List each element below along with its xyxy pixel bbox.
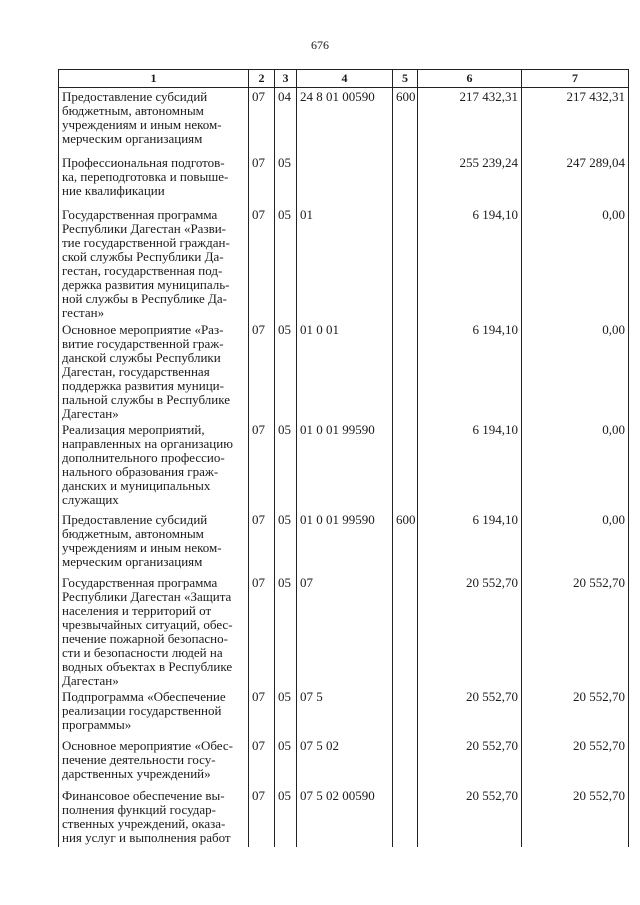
row-amount-2: 20 552,70 <box>522 787 629 847</box>
row-section: 07 <box>249 511 275 574</box>
row-section: 07 <box>249 154 275 206</box>
row-name: Основное мероприятие «Обес- печение деятельности госу- дарственных учреждений» <box>59 737 249 787</box>
row-name: Государственная программа Республики Дагестан «Разви- тие государственной граждан- ской службы Республики Да- гестан, государственная под- держка развития муниципаль- ной службы в Республике Да- гестан» <box>59 206 249 321</box>
table-row <box>59 421 629 511</box>
row-subsection: 05 <box>275 737 297 787</box>
table-row <box>59 88 629 155</box>
row-subsection: 05 <box>275 421 297 511</box>
row-section: 07 <box>249 321 275 421</box>
row-target-code <box>297 154 393 206</box>
row-amount-1: 20 552,70 <box>418 574 522 688</box>
row-amount-1: 20 552,70 <box>418 787 522 847</box>
row-expense-type <box>393 574 418 688</box>
row-amount-2: 217 432,31 <box>522 88 629 155</box>
table-row <box>59 688 629 737</box>
row-target-code: 01 0 01 <box>297 321 393 421</box>
row-expense-type <box>393 787 418 847</box>
row-target-code: 07 5 02 <box>297 737 393 787</box>
header-col-1: 1 <box>59 70 249 88</box>
table-row <box>59 787 629 847</box>
table-row <box>59 511 629 574</box>
row-subsection: 05 <box>275 154 297 206</box>
row-amount-2: 20 552,70 <box>522 574 629 688</box>
row-section: 07 <box>249 206 275 321</box>
page-number: 676 <box>311 38 329 52</box>
row-subsection: 05 <box>275 206 297 321</box>
header-col-7: 7 <box>522 70 629 88</box>
row-section: 07 <box>249 737 275 787</box>
table-row <box>59 737 629 787</box>
table-row <box>59 206 629 321</box>
row-expense-type: 600 <box>393 511 418 574</box>
row-target-code: 07 <box>297 574 393 688</box>
row-section: 07 <box>249 688 275 737</box>
row-subsection: 05 <box>275 787 297 847</box>
row-target-code: 01 0 01 99590 <box>297 511 393 574</box>
row-section: 07 <box>249 88 275 155</box>
row-expense-type <box>393 737 418 787</box>
row-section: 07 <box>249 421 275 511</box>
header-col-6: 6 <box>418 70 522 88</box>
row-amount-2: 20 552,70 <box>522 688 629 737</box>
row-target-code: 07 5 02 00590 <box>297 787 393 847</box>
row-target-code: 01 0 01 99590 <box>297 421 393 511</box>
header-col-4: 4 <box>297 70 393 88</box>
table-row <box>59 154 629 206</box>
header-col-2: 2 <box>249 70 275 88</box>
row-subsection: 05 <box>275 321 297 421</box>
row-expense-type <box>393 688 418 737</box>
row-amount-1: 20 552,70 <box>418 688 522 737</box>
row-amount-2: 0,00 <box>522 206 629 321</box>
row-subsection: 05 <box>275 688 297 737</box>
row-name: Государственная программа Республики Дагестан «Защита населения и территорий от чрезвычайных ситуаций, обес- печение пожарной безопасно- сти и безопасности людей на водных объектах в Республике Дагестан» <box>59 574 249 688</box>
row-name: Реализация мероприятий, направленных на организацию дополнительного профессио- нального образования граж- данских и муниципальных служащих <box>59 421 249 511</box>
row-amount-2: 247 289,04 <box>522 154 629 206</box>
table-header-row <box>59 70 629 88</box>
budget-table <box>58 69 629 847</box>
row-amount-2: 0,00 <box>522 321 629 421</box>
row-amount-1: 6 194,10 <box>418 511 522 574</box>
row-amount-1: 6 194,10 <box>418 206 522 321</box>
row-expense-type <box>393 421 418 511</box>
row-expense-type <box>393 206 418 321</box>
row-name: Основное мероприятие «Раз- витие государственной граж- данской службы Республики Дагестан, государственная поддержка развития муници- пальной службы в Республике Дагестан» <box>59 321 249 421</box>
row-name: Финансовое обеспечение вы- полнения функций государ- ственных учреждений, оказа- ния услуг и выполнения работ <box>59 787 249 847</box>
row-target-code: 01 <box>297 206 393 321</box>
row-name: Подпрограмма «Обеспечение реализации государственной программы» <box>59 688 249 737</box>
row-amount-1: 6 194,10 <box>418 321 522 421</box>
row-amount-1: 6 194,10 <box>418 421 522 511</box>
row-amount-2: 0,00 <box>522 421 629 511</box>
row-subsection: 05 <box>275 511 297 574</box>
row-name: Предоставление субсидий бюджетным, автономным учреждениям и иным неком- мерческим организациям <box>59 511 249 574</box>
row-target-code: 24 8 01 00590 <box>297 88 393 155</box>
row-expense-type: 600 <box>393 88 418 155</box>
table-row <box>59 321 629 421</box>
row-target-code: 07 5 <box>297 688 393 737</box>
row-amount-2: 20 552,70 <box>522 737 629 787</box>
row-subsection: 05 <box>275 574 297 688</box>
row-amount-1: 217 432,31 <box>418 88 522 155</box>
row-subsection: 04 <box>275 88 297 155</box>
row-expense-type <box>393 321 418 421</box>
table-row <box>59 574 629 688</box>
header-col-3: 3 <box>275 70 297 88</box>
row-amount-1: 20 552,70 <box>418 737 522 787</box>
row-expense-type <box>393 154 418 206</box>
row-amount-2: 0,00 <box>522 511 629 574</box>
header-col-5: 5 <box>393 70 418 88</box>
row-section: 07 <box>249 574 275 688</box>
row-name: Профессиональная подготов- ка, переподготовка и повыше- ние квалификации <box>59 154 249 206</box>
row-section: 07 <box>249 787 275 847</box>
row-amount-1: 255 239,24 <box>418 154 522 206</box>
row-name: Предоставление субсидий бюджетным, автономным учреждениям и иным неком- мерческим организациям <box>59 88 249 155</box>
